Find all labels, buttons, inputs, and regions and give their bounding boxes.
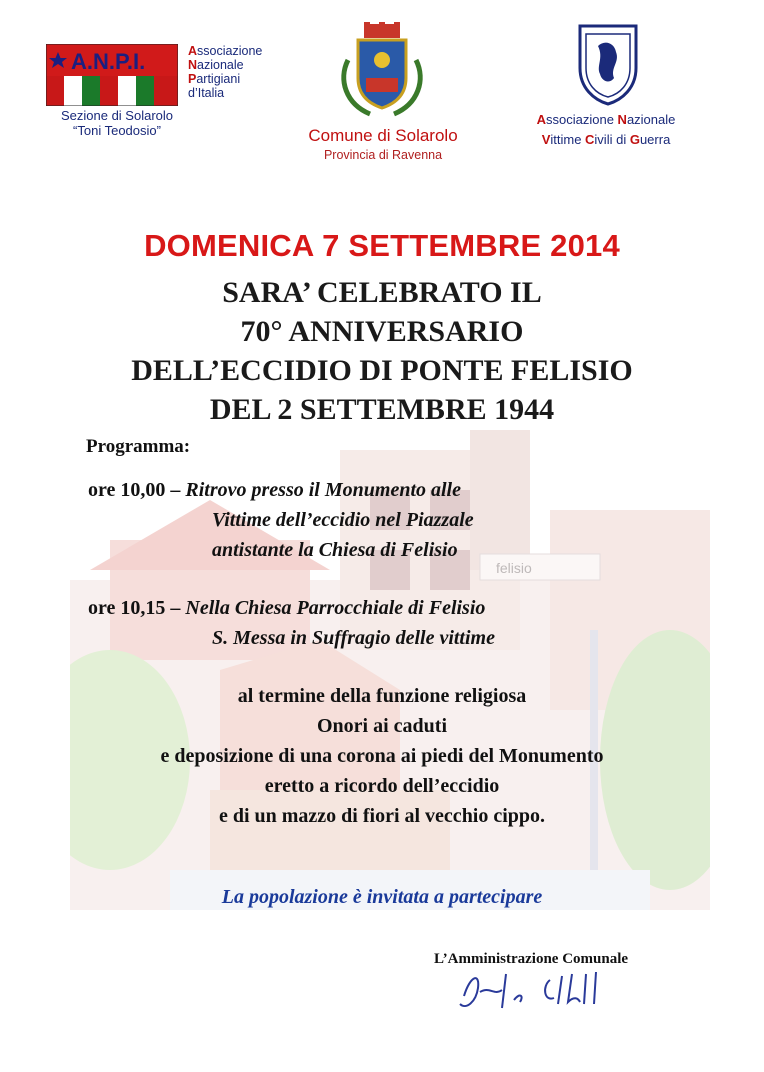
anvcg-logo (576, 22, 640, 106)
program-item2-line2: S. Messa in Suffragio delle vittime (212, 627, 495, 649)
comune-name: Comune di Solarolo (308, 126, 458, 145)
anpi-logo-text: A.N.P.I. (71, 49, 146, 74)
program-item1-line3: antistante la Chiesa di Felisio (212, 539, 458, 561)
signature-label: L’Amministrazione Comunale (434, 951, 629, 967)
handwritten-signature (450, 966, 620, 1012)
after-line3: e deposizione di una corona ai piedi del Monumento (160, 745, 604, 767)
headline-line4: DEL 2 SETTEMBRE 1944 (209, 393, 555, 426)
headline-line3: DELL’ECCIDIO DI PONTE FELISIO (131, 354, 633, 387)
program-item1-line1: ore 10,00 – Ritrovo presso il Monumento alle (88, 479, 461, 501)
headline-line2: 70° ANNIVERSARIO (240, 315, 524, 348)
program-item2-line1: ore 10,15 – Nella Chiesa Parrocchiale di Felisio (88, 597, 486, 619)
event-date: DOMENICA 7 SETTEMBRE 2014 (144, 228, 620, 263)
after-line4: eretto a ricordo dell’eccidio (264, 775, 500, 797)
anpi-name: Associazione Nazionale Partigiani d’Italia (188, 44, 263, 100)
background-photo (70, 430, 710, 910)
program-item1-time: ore 10,00 – (88, 479, 186, 501)
invitation-text: La popolazione è invitata a partecipare (221, 886, 543, 908)
comune-province: Provincia di Ravenna (323, 148, 443, 162)
after-line1: al termine della funzione religiosa (237, 685, 527, 707)
photo-sign-text: felisio (496, 560, 532, 576)
anpi-section-line2: “Toni Teodosio” (73, 123, 161, 138)
program-item1-line2: Vittime dell’eccidio nel Piazzale (212, 509, 474, 531)
headline-line1: SARA’ CELEBRATO IL (222, 276, 542, 309)
anpi-section (30, 108, 204, 138)
after-line5: e di un mazzo di fiori al vecchio cippo. (218, 805, 546, 827)
anvcg-name: Associazione Nazionale Vittime Civili di Guerra (536, 112, 676, 147)
after-line2: Onori ai caduti (316, 715, 447, 737)
anpi-section-line1: Sezione di Solarolo (60, 108, 174, 123)
anpi-logo (46, 44, 178, 106)
program-label: Programma: (86, 436, 191, 457)
program-item2-time: ore 10,15 – (88, 597, 186, 619)
comune-crest (336, 20, 428, 120)
